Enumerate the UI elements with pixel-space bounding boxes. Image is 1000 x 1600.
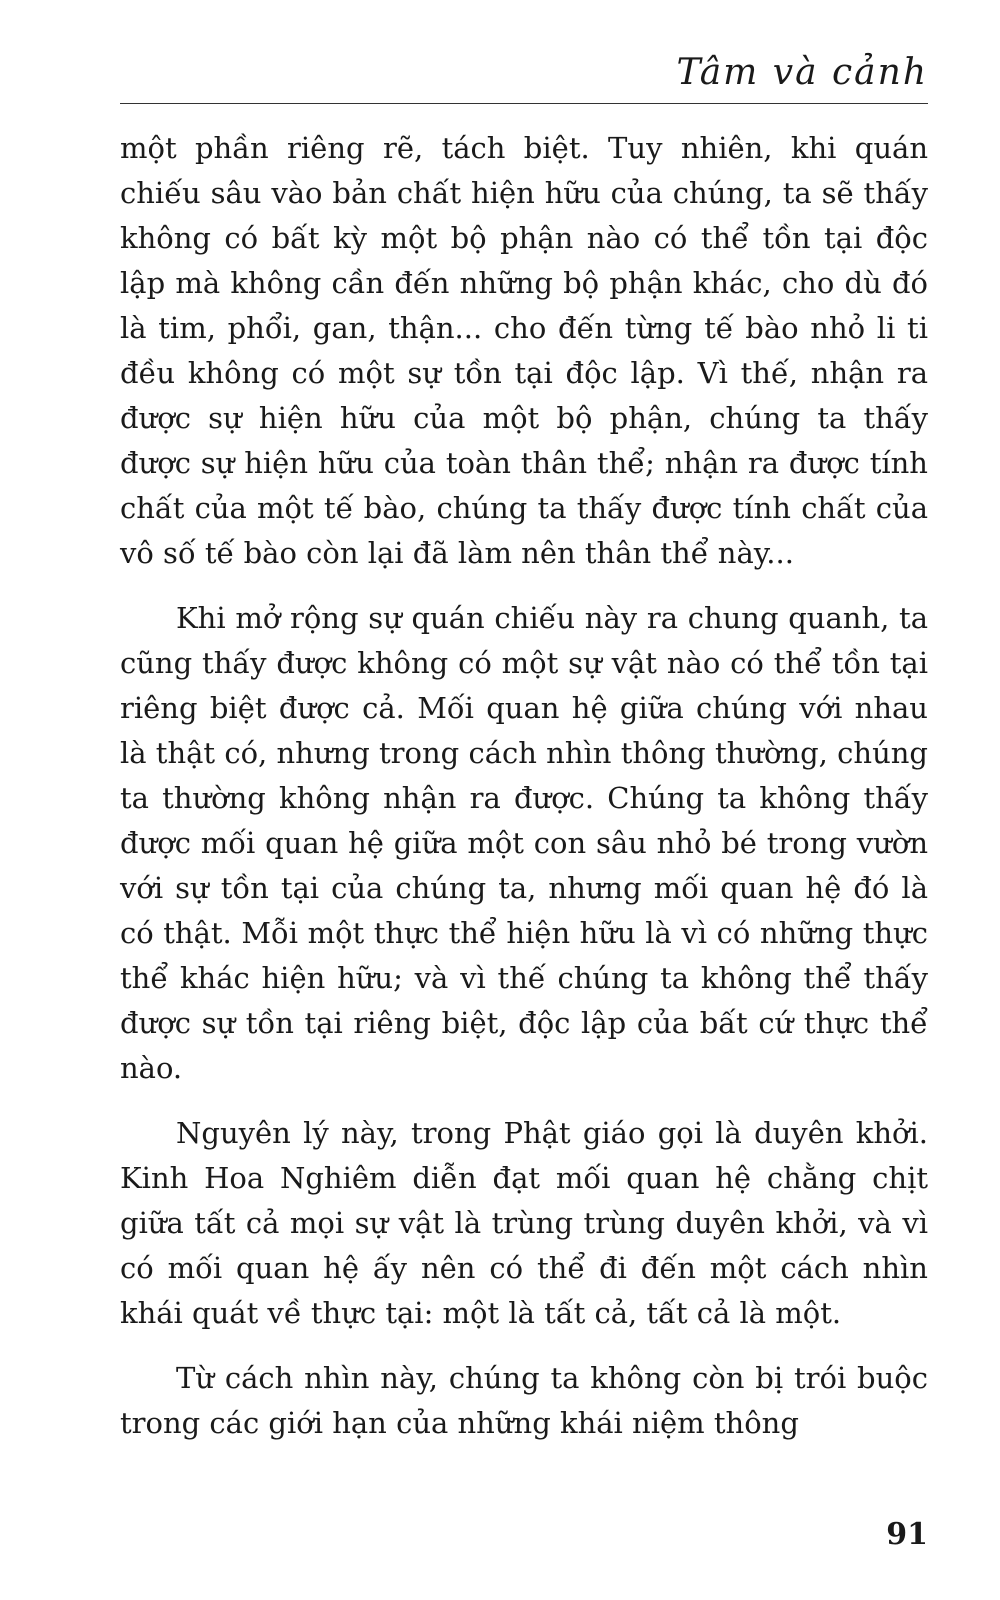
paragraph-3: Nguyên lý này, trong Phật giáo gọi là duyên khởi. Kinh Hoa Nghiêm diễn đạt mối quan hệ chằng chịt giữa tất cả mọi sự vật là trùng trùng duyên khởi, và vì có mối quan hệ ấy nên có thể đi đến một cách nhìn khái quát về thực tại: một là tất cả, tất cả là một. (120, 1116, 928, 1330)
paragraph-2: Khi mở rộng sự quán chiếu này ra chung quanh, ta cũng thấy được không có một sự vật nào có thể tồn tại riêng biệt được cả. Mối quan hệ giữa chúng với nhau là thật có, nhưng trong cách nhìn thông thường, chúng ta thường không nhận ra được. Chúng ta không thấy được mối quan hệ giữa một con sâu nhỏ bé trong vườn với sự tồn tại của chúng ta, nhưng mối quan hệ đó là có thật. Mỗi một thực thể hiện hữu là vì có những thực thể khác hiện hữu; và vì thế chúng ta không thể thấy được sự tồn tại riêng biệt, độc lập của bất cứ thực thể nào. (120, 601, 928, 1085)
body-text (120, 126, 928, 1466)
header-divider (120, 103, 928, 104)
running-header-title: Tâm và cảnh (676, 52, 928, 93)
page-number: 91 (886, 1517, 928, 1552)
paragraph-4: Từ cách nhìn này, chúng ta không còn bị trói buộc trong các giới hạn của những khái niệm thông (120, 1361, 928, 1440)
paragraph-1: một phần riêng rẽ, tách biệt. Tuy nhiên, khi quán chiếu sâu vào bản chất hiện hữu của chúng, ta sẽ thấy không có bất kỳ một bộ phận nào có thể tồn tại độc lập mà không cần đến những bộ phận khác, cho dù đó là tim, phổi, gan, thận... cho đến từng tế bào nhỏ li ti đều không có một sự tồn tại độc lập. Vì thế, nhận ra được sự hiện hữu của một bộ phận, chúng ta thấy được sự hiện hữu của toàn thân thể; nhận ra được tính chất của một tế bào, chúng ta thấy được tính chất của vô số tế bào còn lại đã làm nên thân thể này... (120, 131, 928, 570)
